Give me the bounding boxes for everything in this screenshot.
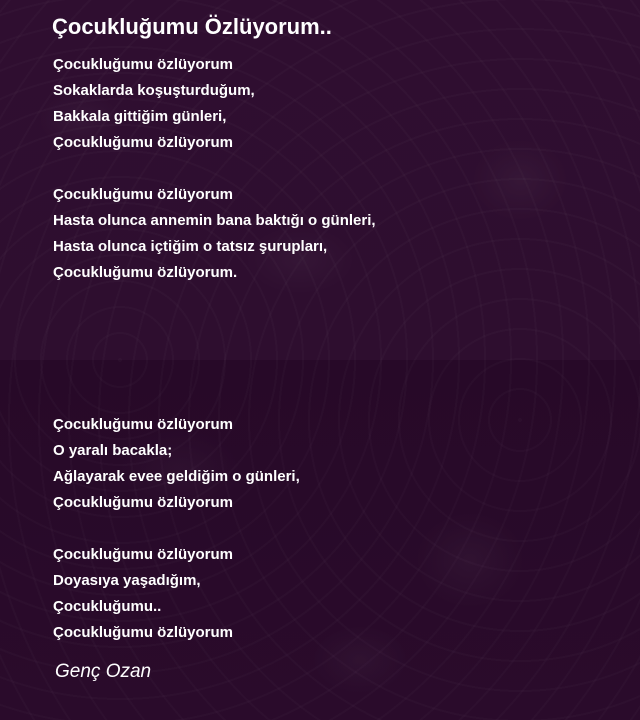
poem-author: Genç Ozan	[55, 661, 152, 682]
poem-line: Çocukluğumu özlüyorum	[53, 624, 233, 641]
poem-line: O yaralı bacakla;	[53, 442, 173, 459]
poem-line: Çocukluğumu özlüyorum	[53, 494, 233, 511]
stanza-3	[53, 412, 300, 516]
poem-line: Çocukluğumu özlüyorum	[53, 186, 233, 203]
poem-line: Ağlayarak evee geldiğim o günleri,	[53, 468, 300, 485]
poem-line: Doyasıya yaşadığım,	[53, 572, 201, 589]
stanza-2	[53, 182, 376, 286]
poem-line: Çocukluğumu..	[53, 598, 162, 615]
poem-line: Bakkala gittiğim günleri,	[53, 108, 227, 125]
poem-line: Sokaklarda koşuşturduğum,	[53, 82, 255, 99]
poem-line: Hasta olunca annemin bana baktığı o günleri,	[53, 212, 376, 229]
poem-line: Çocukluğumu özlüyorum	[53, 134, 233, 151]
poem-line: Çocukluğumu özlüyorum	[53, 416, 233, 433]
stanza-4	[53, 542, 233, 646]
poem-line: Hasta olunca içtiğim o tatsız şurupları,	[53, 238, 328, 255]
poem-line: Çocukluğumu özlüyorum	[53, 546, 233, 563]
poem-title: Çocukluğumu Özlüyorum..	[52, 14, 332, 39]
poem-line: Çocukluğumu özlüyorum	[53, 56, 233, 73]
poem-line: Çocukluğumu özlüyorum.	[53, 264, 238, 281]
stanza-1	[53, 52, 255, 156]
